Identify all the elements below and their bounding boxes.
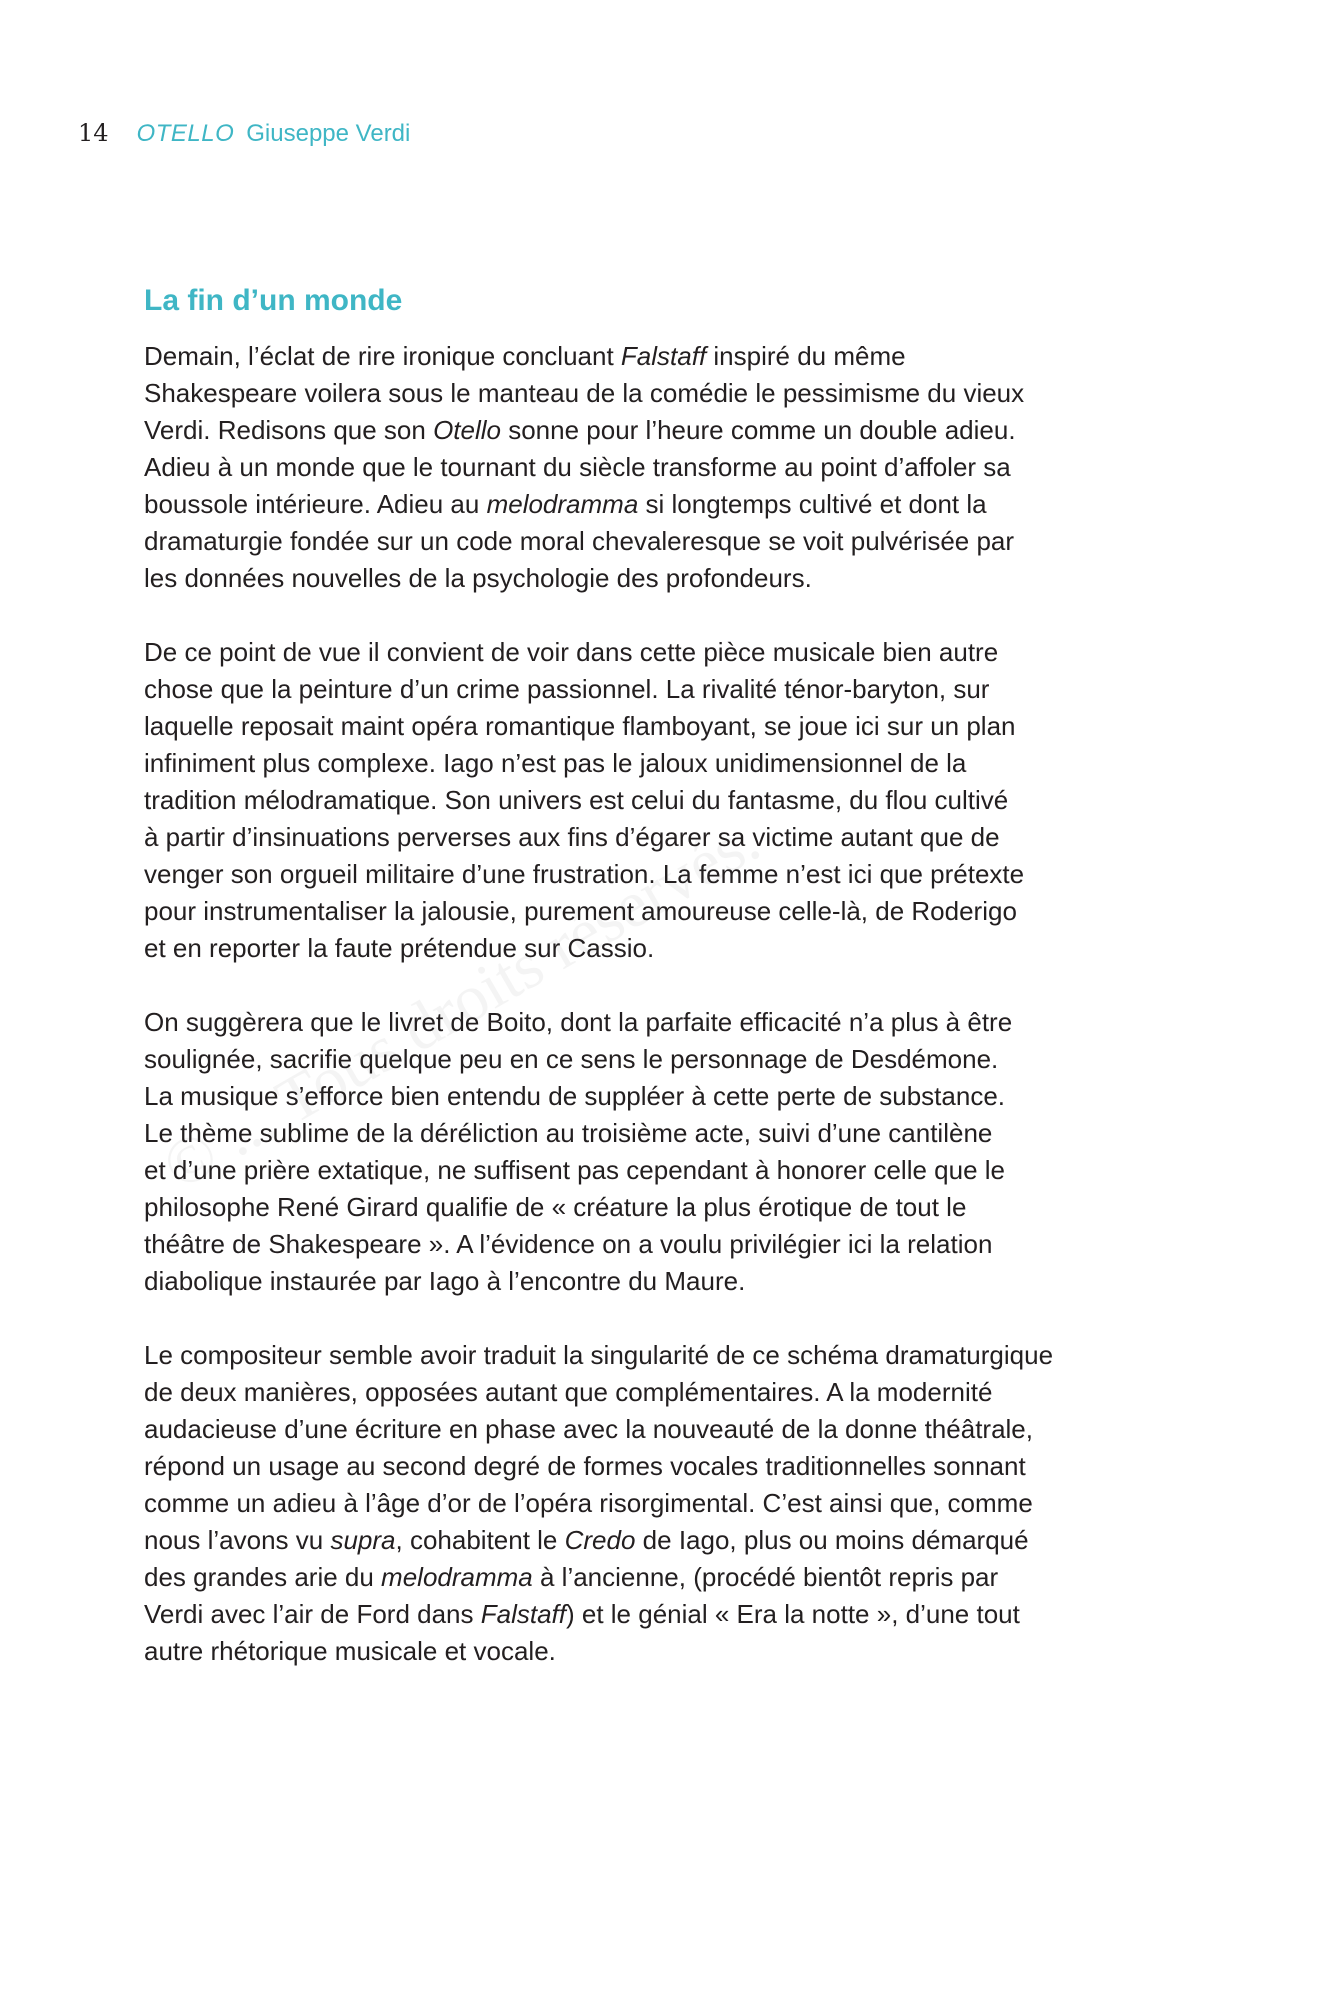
text-line	[144, 1004, 1194, 1041]
italic-text: Otello	[433, 415, 501, 445]
italic-text: melodramma	[381, 1562, 533, 1592]
text-line	[144, 1596, 1194, 1633]
italic-text: Falstaff	[620, 341, 707, 371]
text-line	[144, 708, 1194, 745]
text-run: comme un adieu à l’âge d’or de l’opéra risorgimental. C’est ainsi que, comme	[144, 1488, 1033, 1518]
text-run: laquelle reposait maint opéra romantique flamboyant, se joue ici sur un plan	[144, 711, 1016, 741]
text-line	[144, 412, 1194, 449]
text-run: inspiré du même	[706, 341, 906, 371]
text-run: Verdi avec l’air de Ford dans	[144, 1599, 481, 1629]
text-line	[144, 1226, 1194, 1263]
text-line	[144, 1485, 1194, 1522]
text-line	[144, 634, 1194, 671]
text-line	[144, 1633, 1194, 1670]
text-run: philosophe René Girard qualifie de « créature la plus érotique de tout le	[144, 1192, 967, 1222]
text-run: sonne pour l’heure comme un double adieu.	[501, 415, 1016, 445]
text-run: infiniment plus complexe. Iago n’est pas le jaloux unidimensionnel de la	[144, 748, 967, 778]
text-line	[144, 1411, 1194, 1448]
text-line	[144, 375, 1194, 412]
text-line	[144, 1041, 1194, 1078]
text-run: La musique s’efforce bien entendu de suppléer à cette perte de substance.	[144, 1081, 1005, 1111]
main-content	[144, 282, 1194, 1707]
text-run: Adieu à un monde que le tournant du siècle transforme au point d’affoler sa	[144, 452, 1011, 482]
text-line	[144, 1189, 1194, 1226]
text-run: boussole intérieure. Adieu au	[144, 489, 487, 519]
text-run: venger son orgueil militaire d’une frustration. La femme n’est ici que prétexte	[144, 859, 1025, 889]
text-run: les données nouvelles de la psychologie des profondeurs.	[144, 563, 812, 593]
book-title: OTELLO	[136, 120, 235, 147]
text-run: si longtemps cultivé et dont la	[638, 489, 987, 519]
text-run: diabolique instaurée par Iago à l’encontre du Maure.	[144, 1266, 746, 1296]
text-run: et d’une prière extatique, ne suffisent pas cependant à honorer celle que le	[144, 1155, 1006, 1185]
text-line	[144, 819, 1194, 856]
text-run: de Iago, plus ou moins démarqué	[635, 1525, 1029, 1555]
text-line	[144, 671, 1194, 708]
text-run: à l’ancienne, (procédé bientôt repris par	[532, 1562, 999, 1592]
section-heading: La fin d’un monde	[144, 284, 403, 317]
text-run: , cohabitent le	[395, 1525, 565, 1555]
text-line	[144, 1078, 1194, 1115]
text-run: Le compositeur semble avoir traduit la singularité de ce schéma dramaturgique	[144, 1340, 1054, 1370]
text-line	[144, 1337, 1194, 1374]
text-line	[144, 782, 1194, 819]
italic-text: Credo	[564, 1525, 636, 1555]
text-line	[144, 893, 1194, 930]
book-author: Giuseppe Verdi	[246, 120, 411, 147]
body-paragraph	[144, 634, 1194, 967]
text-run: des grandes arie du	[144, 1562, 382, 1592]
body-paragraph	[144, 338, 1194, 597]
text-run: audacieuse d’une écriture en phase avec la nouveauté de la donne théâtrale,	[144, 1414, 1033, 1444]
text-run: De ce point de vue il convient de voir dans cette pièce musicale bien autre	[144, 637, 999, 667]
text-line	[144, 930, 1194, 967]
text-run: nous l’avons vu	[144, 1525, 331, 1555]
italic-text: supra	[330, 1525, 396, 1555]
text-run: On suggèrera que le livret de Boito, dont la parfaite efficacité n’a plus à être	[144, 1007, 1013, 1037]
body-paragraph	[144, 1337, 1194, 1670]
text-line	[144, 523, 1194, 560]
text-run: ) et le génial « Era la notte », d’une tout	[565, 1599, 1020, 1629]
text-run: de deux manières, opposées autant que complémentaires. A la modernité	[144, 1377, 993, 1407]
text-line	[144, 1522, 1194, 1559]
text-run: Le thème sublime de la déréliction au troisième acte, suivi d’une cantilène	[144, 1118, 993, 1148]
text-run: Shakespeare voilera sous le manteau de la comédie le pessimisme du vieux	[144, 378, 1025, 408]
text-line	[144, 560, 1194, 597]
body-paragraph	[144, 1004, 1194, 1300]
page-number: 14	[78, 119, 109, 147]
text-run: à partir d’insinuations perverses aux fins d’égarer sa victime autant que de	[144, 822, 1000, 852]
text-run: théâtre de Shakespeare ». A l’évidence on a voulu privilégier ici la relation	[144, 1229, 993, 1259]
text-line	[144, 745, 1194, 782]
text-run: dramaturgie fondée sur un code moral chevaleresque se voit pulvérisée par	[144, 526, 1015, 556]
text-run: répond un usage au second degré de formes vocales traditionnelles sonnant	[144, 1451, 1026, 1481]
text-line	[144, 486, 1194, 523]
text-line	[144, 856, 1194, 893]
text-run: soulignée, sacrifie quelque peu en ce sens le personnage de Desdémone.	[144, 1044, 999, 1074]
paragraphs-container	[144, 338, 1194, 1670]
text-line	[144, 338, 1194, 375]
text-line	[144, 1448, 1194, 1485]
text-run: Demain, l’éclat de rire ironique concluant	[144, 341, 621, 371]
text-line	[144, 1263, 1194, 1300]
text-run: et en reporter la faute prétendue sur Cassio.	[144, 933, 655, 963]
text-run: autre rhétorique musicale et vocale.	[144, 1636, 556, 1666]
text-run: chose que la peinture d’un crime passionnel. La rivalité ténor-baryton, sur	[144, 674, 990, 704]
text-run: tradition mélodramatique. Son univers est celui du fantasme, du flou cultivé	[144, 785, 1009, 815]
text-line	[144, 449, 1194, 486]
italic-text: Falstaff	[480, 1599, 566, 1629]
italic-text: melodramma	[486, 489, 639, 519]
text-line	[144, 1115, 1194, 1152]
running-head	[78, 118, 410, 149]
text-line	[144, 1559, 1194, 1596]
text-line	[144, 1374, 1194, 1411]
text-run: Verdi. Redisons que son	[144, 415, 434, 445]
text-line	[144, 1152, 1194, 1189]
text-run: pour instrumentaliser la jalousie, purement amoureuse celle-là, de Roderigo	[144, 896, 1017, 926]
